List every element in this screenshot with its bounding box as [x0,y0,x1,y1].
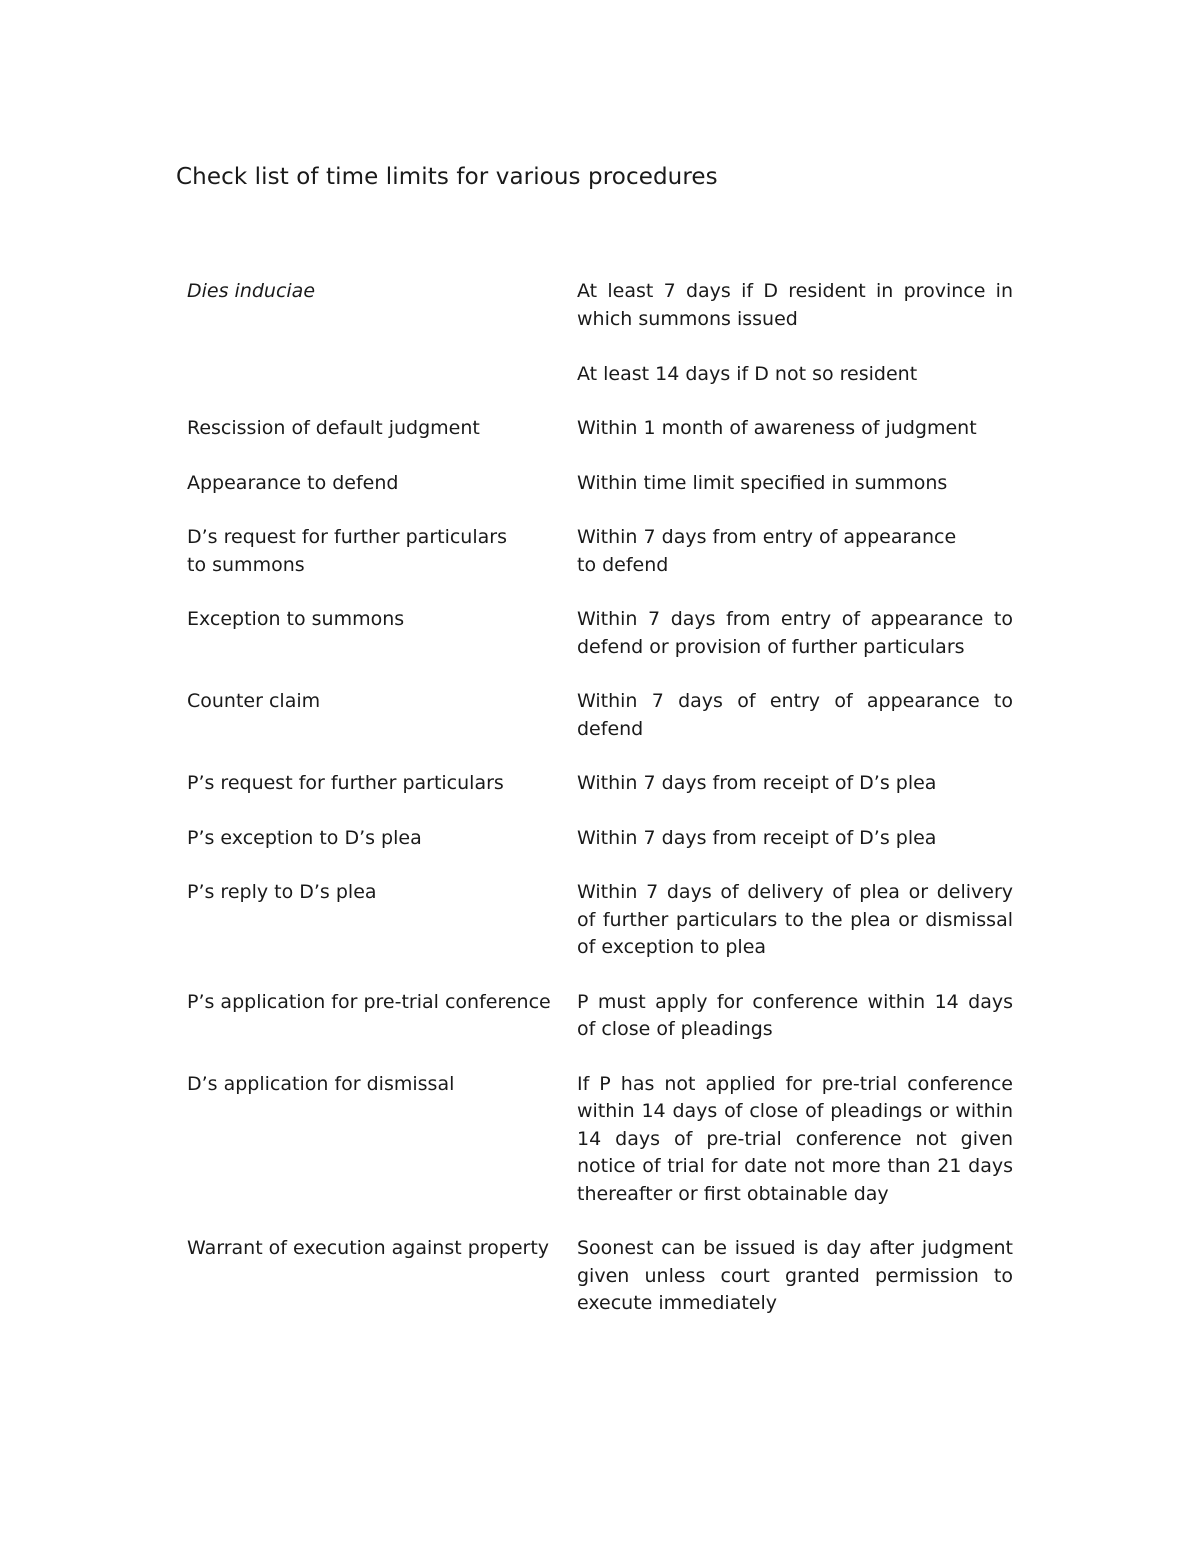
time-limit-text: Within 7 days from receipt of D’s plea [577,826,937,849]
time-limit-description [577,989,1013,1044]
time-limit-text: Within time limit specified in summons [577,471,948,494]
procedure-label: P’s request for further particulars [187,772,504,794]
time-limit-text: Soonest can be issued is day after judgment given unless court granted permission to execute immediately [577,1237,1013,1314]
time-limits-list [187,278,1013,1345]
procedure-label-line: D’s request for further particulars [187,526,507,548]
time-limit-description [577,524,1013,579]
list-item-counter-claim [187,688,1013,743]
procedure-label: P’s exception to D’s plea [187,826,422,849]
list-item-p-request-particulars [187,770,1013,798]
time-limit-description [577,770,1013,798]
time-limit-description [577,1235,1013,1318]
procedure-label: Appearance to defend [187,471,399,494]
procedure-label: D’s application for dismissal [187,1072,455,1095]
procedure-label: Exception to summons [187,608,405,630]
list-item-appearance [187,470,1013,498]
procedure-label: Dies induciae [187,280,316,302]
time-limit-text: Within 1 month of awareness of judgment [577,417,977,439]
list-item-d-request-particulars [187,524,1013,579]
time-limit-text: Within 7 days from entry of appearance to defend or provision of further particulars [577,608,1013,658]
time-limit-text: At least 7 days if D resident in province in which summons issued [577,280,1013,330]
procedure-label [187,524,577,579]
list-item-pretrial-conference [187,989,1013,1044]
time-limit-text: Within 7 days of delivery of plea or delivery of further particulars to the plea or dismissal of exception to plea [577,881,1013,958]
list-item-dies-induciae [187,278,1013,388]
time-limit-description [577,688,1013,743]
time-limit-description [577,606,1013,661]
page-title: Check list of time limits for various procedures [176,164,718,190]
procedure-label: P’s reply to D’s plea [187,881,377,903]
time-limit-text: If P has not applied for pre-trial conference within 14 days of close of pleadings or within 14 days of pre-trial conference not given notice of trial for date not more than 21 days thereafter or first obtainable day [577,1072,1013,1205]
procedure-label: P’s application for pre-trial conference [187,990,551,1013]
time-limit-description [577,470,1013,498]
time-limit-description [577,1071,1013,1209]
time-limit-text: P must apply for conference within 14 days of close of pleadings [577,990,1013,1040]
list-item-exception-summons [187,606,1013,661]
procedure-label: Counter claim [187,690,321,712]
list-item-p-exception [187,825,1013,853]
time-limit-description [577,825,1013,853]
time-limit-description [577,879,1013,962]
list-item-dismissal [187,1071,1013,1209]
procedure-label: Warrant of execution against property [187,1237,550,1259]
list-item-p-reply [187,879,1013,962]
time-limit-text: Within 7 days from receipt of D’s plea [577,772,937,794]
time-limit-description [577,278,1013,388]
time-limit-line: Within 7 days from entry of appearance [577,526,957,548]
time-limit-text: At least 14 days if D not so resident [577,362,918,385]
procedure-label-line: to summons [187,553,305,576]
procedure-label: Rescission of default judgment [187,417,480,439]
time-limit-text: Within 7 days of entry of appearance to defend [577,690,1013,740]
time-limit-description [577,415,1013,443]
list-item-rescission [187,415,1013,443]
list-item-warrant-execution [187,1235,1013,1318]
time-limit-line: to defend [577,553,669,576]
